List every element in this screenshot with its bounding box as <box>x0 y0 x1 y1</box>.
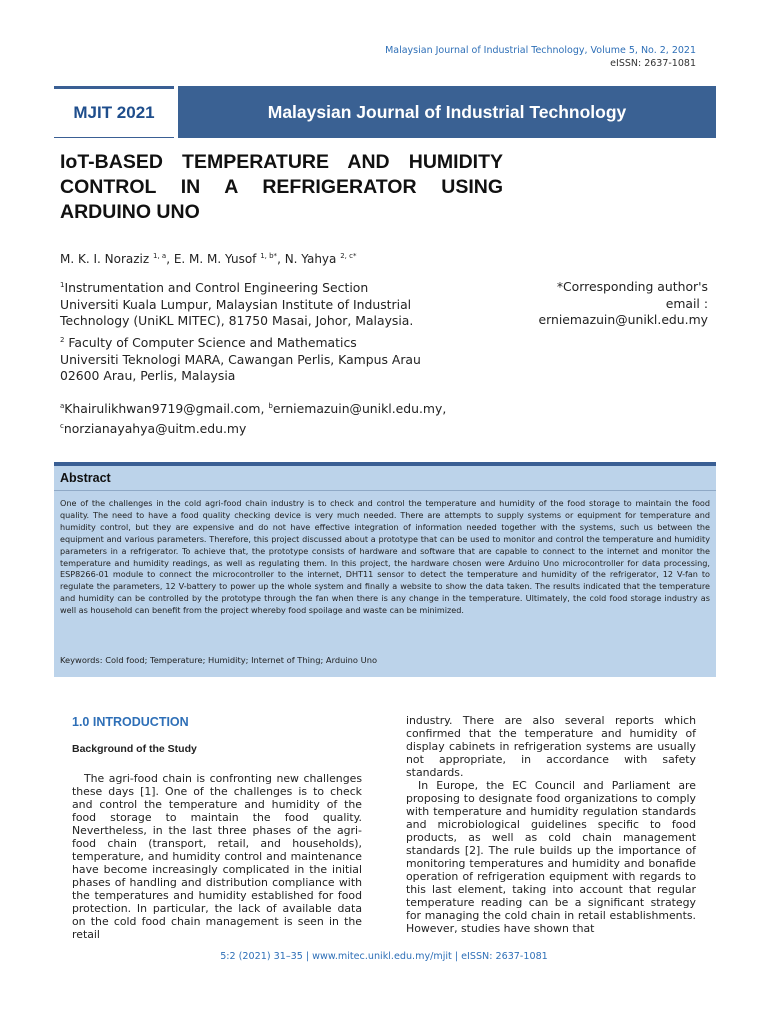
abstract-text: One of the challenges in the cold agri-food chain industry is to check and control the temperature and humidity of the food storage to maintain the food quality. The need to have a food quality checking device is very much needed. There are attempts to supply systems or equipment for temperature and humidity control, but they are expensive and do not have effective integration of information needed together with the systems, such us between the equipment and various parameters. Therefore, this project discussed about a prototype that can be used to monitor and control the temperature and humidity parameters in a refrigerator. To achieve that, the prototype consists of hardware and software that are capable to connect to the internet and monitor the temperature and humidity readings, as well as regulating them. In this project, the hardware chosen were Arduino Uno microcontroller for data processing, ESP8266-01 module to connect the microcontroller to the internet, DHT11 sensor to detect the temperature and humidity of the refrigerator, 12 V-fan to regulate the parameters, 12 V-battery to power up the whole system and finally a website to show the data taken. The results indicated that the temperature and humidity can be controlled by the prototype through the fan when there is any change in the temperature. Ultimately, the cold food storage industry as well as household can benefit from the project whereby food spoilage and waste can be minimized. <box>60 498 710 616</box>
journal-reference <box>385 44 696 70</box>
section-heading-introduction: 1.0 INTRODUCTION <box>72 715 189 729</box>
corresponding-email: erniemazuin@unikl.edu.my <box>538 312 708 327</box>
author-3: , N. Yahya <box>277 252 341 266</box>
author-1-sup: 1, a <box>153 252 167 260</box>
corresponding-line-2: email : <box>665 295 708 311</box>
abstract-divider <box>54 490 716 491</box>
email-c: norzianayahya@uitm.edu.my <box>63 420 247 436</box>
author-2: , E. M. M. Yusof <box>166 252 261 266</box>
journal-volume-line: Malaysian Journal of Industrial Technology, Volume 5, No. 2, 2021 <box>385 45 696 56</box>
affiliation-1-line-1: Instrumentation and Control Engineering Section <box>64 280 369 296</box>
email-b: erniemazuin@unikl.edu.my, <box>272 401 447 417</box>
author-3-sup: 2, c* <box>340 252 357 260</box>
email-a-sup: a <box>60 402 65 410</box>
affiliation-2-line-1: Faculty of Computer Science and Mathematics <box>64 335 357 351</box>
body-paragraph: The agri-food chain is confronting new challenges these days [1]. One of the challenges is to check and control the temperature and humidity of the food storage to maintain the food quality. Nevertheless, in the last three phases of the agri-food chain (transport, retail, and households), temperature, and humidity control and maintenance have become increasingly complicated in the initial phases of handling and distribution compliance with the temperatures and humidity established for food protection. In particular, the lack of available data on the cold food chain management is seen in the retail <box>72 772 362 941</box>
journal-banner-short: MJIT 2021 <box>54 86 174 138</box>
affiliation-2 <box>60 332 421 385</box>
author-1: M. K. I. Noraziz <box>60 252 153 266</box>
journal-eissn: eISSN: 2637-1081 <box>610 58 696 69</box>
page-footer: 5:2 (2021) 31–35 | www.mitec.unikl.edu.my/mjit | eISSN: 2637-1081 <box>220 951 548 962</box>
affiliation-2-line-2: Universiti Teknologi MARA, Cawangan Perlis, Kampus Arau <box>60 351 421 367</box>
affiliation-2-line-3: 02600 Arau, Perlis, Malaysia <box>60 368 236 384</box>
email-b-sup: b <box>268 402 273 410</box>
affiliation-1-sup: 1 <box>60 281 65 289</box>
email-c-sup: c <box>60 421 64 430</box>
author-list <box>60 252 356 266</box>
body-paragraph: In Europe, the EC Council and Parliament are proposing to designate food organizations to comply with temperature and humidity regulation standards and microbiological guidelines specific to food products, as well as cold chain management standards [2]. The rule builds up the importance of monitoring temperatures and humidity and bonafide operation of refrigeration equipment with regards to this last element, taking into account that regular temperature reading can be a significant strategy for managing the cold chain in retail establishments. However, studies have shown that <box>406 779 696 935</box>
affiliation-1 <box>60 277 413 330</box>
abstract-heading: Abstract <box>60 471 111 485</box>
journal-banner-full: Malaysian Journal of Industrial Technology <box>178 86 716 138</box>
affiliation-1-line-2: Universiti Kuala Lumpur, Malaysian Institute of Industrial <box>60 296 412 312</box>
affiliation-2-sup: 2 <box>60 336 65 344</box>
author-emails <box>60 398 446 437</box>
corresponding-author <box>508 279 708 329</box>
body-column-right <box>406 714 696 935</box>
email-a: Khairulikhwan9719@gmail.com, <box>64 401 269 417</box>
author-2-sup: 1, b* <box>260 252 278 260</box>
affiliation-1-line-3: Technology (UniKL MITEC), 81750 Masai, Johor, Malaysia. <box>60 313 414 329</box>
body-paragraph: industry. There are also several reports which confirmed that the temperature and humidity of display cabinets in refrigeration systems are usually not appropriate, in accordance with safety standards. <box>406 714 696 779</box>
body-column-left <box>72 772 362 941</box>
corresponding-line-1: *Corresponding author's <box>556 279 708 294</box>
paper-title: IoT-BASED TEMPERATURE AND HUMIDITY CONTROL IN A REFRIGERATOR USING ARDUINO UNO <box>60 151 503 223</box>
subheading-background: Background of the Study <box>72 743 197 755</box>
keywords: Keywords: Cold food; Temperature; Humidity; Internet of Thing; Arduino Uno <box>60 655 378 665</box>
